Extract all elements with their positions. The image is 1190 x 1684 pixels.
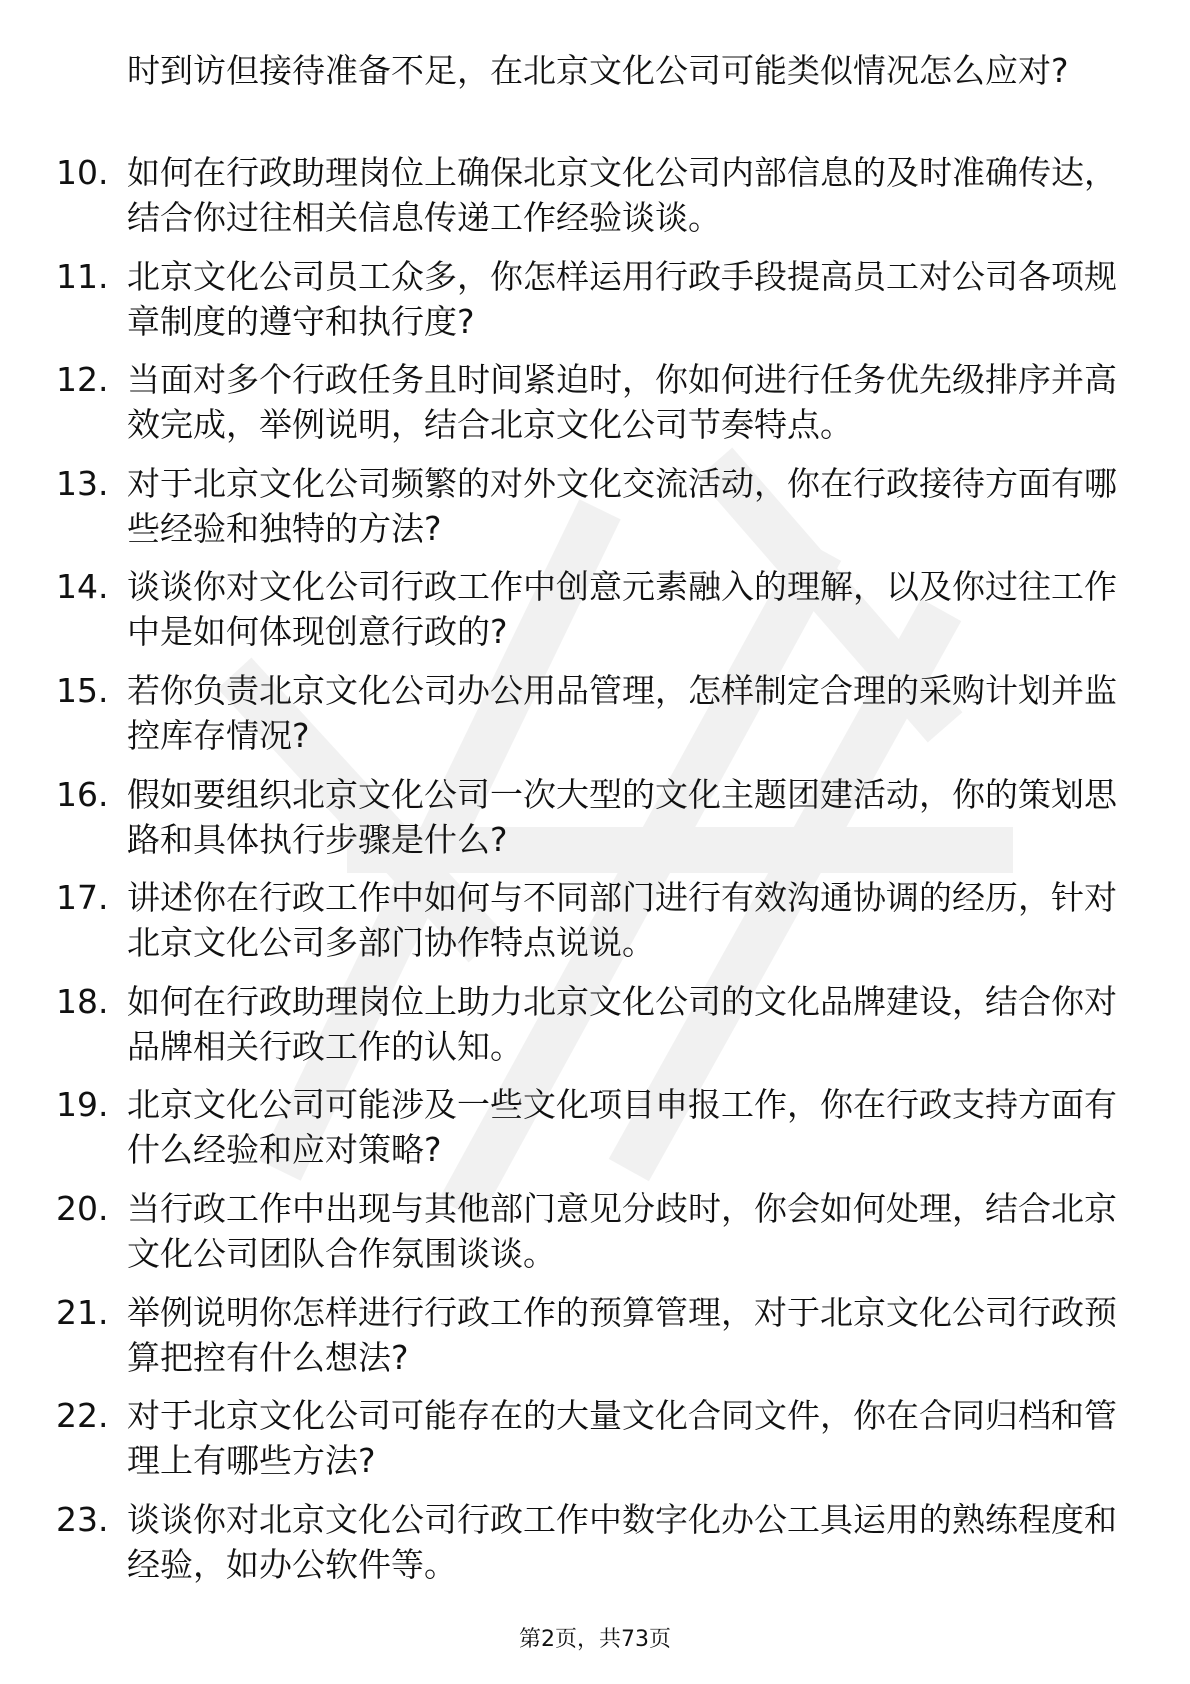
question-number: 19. bbox=[56, 1085, 109, 1125]
question-item bbox=[0, 1186, 1190, 1290]
question-number: 20. bbox=[56, 1188, 109, 1228]
question-item bbox=[0, 564, 1190, 668]
question-text: 谈谈你对文化公司行政工作中创意元素融入的理解，以及你过往工作中是如何体现创意行政的? bbox=[127, 567, 1117, 652]
question-number: 18. bbox=[56, 981, 109, 1021]
question-text: 当行政工作中出现与其他部门意见分歧时，你会如何处理，结合北京文化公司团队合作氛围谈谈。 bbox=[127, 1188, 1117, 1273]
question-text: 如何在行政助理岗位上确保北京文化公司内部信息的及时准确传达，结合你过往相关信息传递工作经验谈谈。 bbox=[127, 153, 1117, 237]
question-list bbox=[0, 150, 1190, 1600]
question-item bbox=[0, 772, 1190, 876]
question-number: 14. bbox=[56, 567, 109, 607]
question-text: 当面对多个行政任务且时间紧迫时，你如何进行任务优先级排序并高效完成，举例说明，结合北京文化公司节奏特点。 bbox=[127, 360, 1117, 445]
question-text: 举例说明你怎样进行行政工作的预算管理，对于北京文化公司行政预算把控有什么想法? bbox=[127, 1292, 1117, 1377]
question-number: 13. bbox=[56, 463, 109, 503]
question-text: 对于北京文化公司频繁的对外文化交流活动，你在行政接待方面有哪些经验和独特的方法? bbox=[127, 463, 1117, 548]
question-text: 如何在行政助理岗位上助力北京文化公司的文化品牌建设，结合你对品牌相关行政工作的认知。 bbox=[127, 981, 1117, 1066]
question-item bbox=[0, 461, 1190, 565]
question-number: 22. bbox=[56, 1396, 109, 1436]
question-number: 23. bbox=[56, 1499, 109, 1539]
question-item bbox=[0, 875, 1190, 979]
question-item bbox=[0, 979, 1190, 1083]
question-text: 若你负责北京文化公司办公用品管理，怎样制定合理的采购计划并监控库存情况? bbox=[127, 670, 1117, 755]
question-text: 对于北京文化公司可能存在的大量文化合同文件，你在合同归档和管理上有哪些方法? bbox=[127, 1396, 1117, 1481]
question-text: 北京文化公司员工众多，你怎样运用行政手段提高员工对公司各项规章制度的遵守和执行度? bbox=[127, 256, 1117, 341]
question-text: 北京文化公司可能涉及一些文化项目申报工作，你在行政支持方面有什么经验和应对策略? bbox=[127, 1085, 1117, 1170]
question-item bbox=[0, 1497, 1190, 1601]
question-item bbox=[0, 254, 1190, 358]
question-number: 21. bbox=[56, 1292, 109, 1332]
question-item bbox=[0, 357, 1190, 461]
question-number: 17. bbox=[56, 878, 109, 918]
question-item bbox=[0, 1393, 1190, 1497]
question-number: 10. bbox=[56, 153, 109, 192]
question-text: 讲述你在行政工作中如何与不同部门进行有效沟通协调的经历，针对北京文化公司多部门协作特点说说。 bbox=[127, 878, 1117, 963]
question-item bbox=[0, 668, 1190, 772]
question-number: 11. bbox=[56, 256, 109, 296]
question-number: 15. bbox=[56, 670, 109, 710]
question-text: 假如要组织北京文化公司一次大型的文化主题团建活动，你的策划思路和具体执行步骤是什么? bbox=[127, 774, 1117, 859]
question-number: 12. bbox=[56, 360, 109, 400]
page-footer: 第2页，共73页 bbox=[519, 1627, 671, 1652]
question-item bbox=[0, 1290, 1190, 1394]
continued-question-text: 时到访但接待准备不足，在北京文化公司可能类似情况怎么应对? bbox=[127, 51, 1069, 90]
question-text: 谈谈你对北京文化公司行政工作中数字化办公工具运用的熟练程度和经验，如办公软件等。 bbox=[127, 1499, 1117, 1584]
question-item bbox=[0, 150, 1190, 254]
question-item bbox=[0, 1082, 1190, 1186]
question-number: 16. bbox=[56, 774, 109, 814]
